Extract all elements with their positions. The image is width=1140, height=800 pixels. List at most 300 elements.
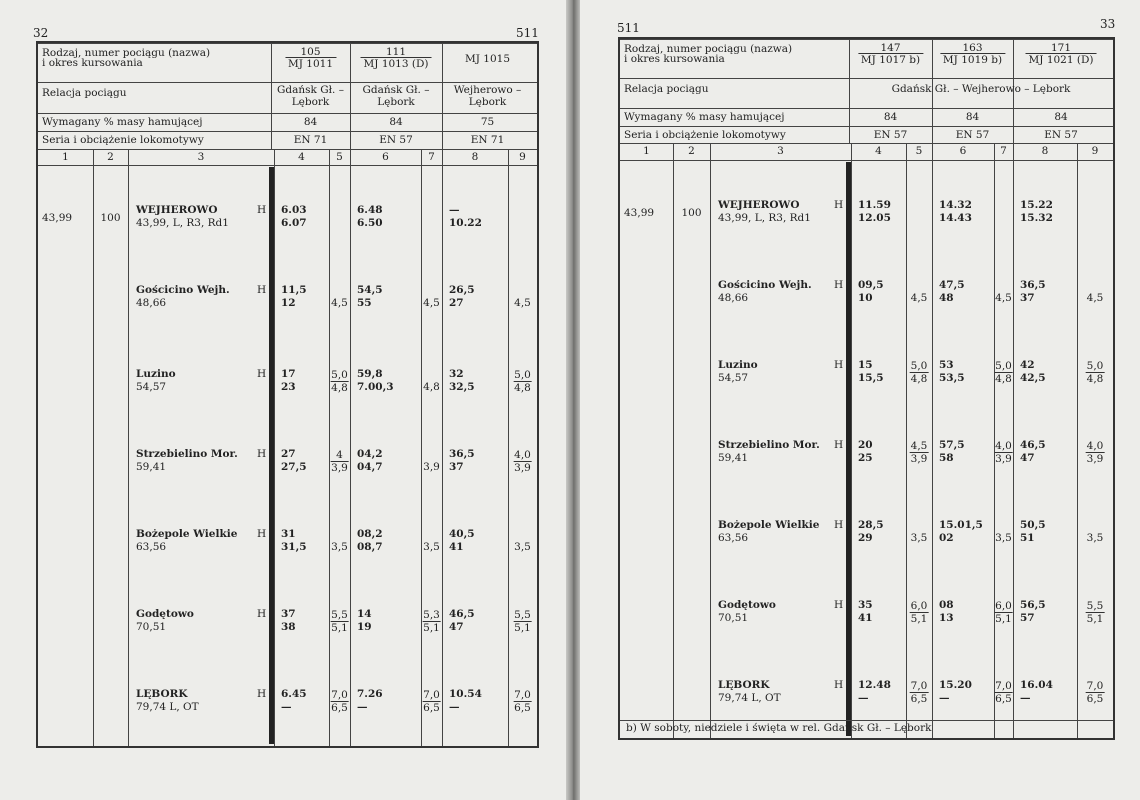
column-line — [350, 43, 351, 149]
run-time-fraction — [330, 449, 349, 474]
column-number: 9 — [1091, 145, 1099, 157]
run-time: 4,5 — [514, 297, 531, 309]
column-number: 1 — [643, 145, 650, 157]
departure-time: 37 — [449, 461, 464, 473]
column-number: 9 — [519, 151, 526, 163]
arrival-time: 14 — [357, 608, 372, 620]
train-relation-from: Wejherowo – — [453, 84, 522, 96]
rule-line — [620, 78, 1113, 79]
train-name: MJ 1011 — [285, 57, 336, 70]
run-time-nominal: 6,0 — [910, 600, 928, 612]
rule-line — [38, 165, 537, 166]
arrival-time: 35 — [858, 599, 873, 611]
run-time-fraction — [994, 440, 1013, 465]
arrival-time: 6.45 — [281, 688, 307, 700]
departure-time: 08,7 — [357, 541, 383, 553]
arrival-time: 6.03 — [281, 204, 307, 216]
departure-time: — — [449, 701, 460, 713]
left-page — [0, 0, 566, 800]
run-time-fraction — [330, 369, 349, 394]
station-detail: 43,99, L, R3, Rd1 — [136, 217, 229, 229]
run-time-reduced: 4,8 — [514, 382, 531, 394]
station-name: Strzebielino Mor. — [718, 439, 820, 451]
arrival-time: 37 — [281, 608, 296, 620]
column-line — [271, 43, 272, 149]
departure-time: 6.50 — [357, 217, 383, 229]
run-time-fraction — [513, 449, 532, 474]
column-line — [851, 143, 852, 738]
train-name: MJ 1021 (D) — [1026, 53, 1097, 66]
column-number: 8 — [471, 151, 479, 163]
run-time-fraction — [1086, 360, 1105, 385]
departure-time: 58 — [939, 452, 954, 464]
column-number: 1 — [62, 151, 69, 163]
arrival-time: 10.54 — [449, 688, 482, 700]
station-name: LĘBORK — [718, 679, 770, 691]
braking-percent: 84 — [1054, 111, 1068, 123]
run-time-reduced: 4,8 — [910, 373, 928, 385]
departure-time: — — [939, 692, 950, 704]
run-time-fraction — [994, 360, 1013, 385]
arrival-time: 11,5 — [281, 284, 307, 296]
arrival-time: 12.48 — [858, 679, 891, 691]
station-km: 43,99 — [42, 212, 73, 224]
run-time: 4,8 — [423, 381, 440, 393]
run-time-fraction — [910, 440, 929, 465]
rule-line — [38, 113, 537, 114]
run-time: 4,5 — [995, 292, 1012, 304]
run-time-nominal: 5,3 — [423, 609, 440, 621]
train-number: 105 — [300, 46, 321, 58]
arrival-time: 46,5 — [449, 608, 475, 620]
arrival-time: 36,5 — [1020, 279, 1046, 291]
header-label-loco: Seria i obciążenie lokomotywy — [624, 129, 786, 141]
locomotive-series: EN 57 — [873, 129, 908, 141]
departure-time: 48 — [939, 292, 954, 304]
rule-line — [620, 108, 1113, 109]
run-time-reduced: 5,1 — [331, 622, 348, 634]
speed-limit: 100 — [100, 212, 121, 224]
run-time-fraction — [910, 680, 929, 705]
run-time-reduced: 6,5 — [514, 702, 531, 714]
header-label-period: i okres kursowania — [624, 53, 725, 65]
station-detail: 79,74 L, OT — [718, 692, 781, 704]
arrival-time: 26,5 — [449, 284, 475, 296]
train-name: MJ 1013 (D) — [361, 57, 432, 70]
braking-percent: 84 — [883, 111, 898, 123]
arrival-time: 15.22 — [1020, 199, 1053, 211]
train-relation-from: Gdańsk Gł. – — [362, 84, 430, 96]
run-time-fraction — [513, 369, 532, 394]
departure-time: 15.32 — [1020, 212, 1053, 224]
run-time-fraction — [1086, 600, 1105, 625]
departure-time: — — [1020, 692, 1031, 704]
run-time-nominal: 5,0 — [995, 360, 1012, 372]
departure-time: 37 — [1020, 292, 1035, 304]
run-time-nominal: 5,0 — [514, 369, 531, 381]
arrival-time: 7.26 — [357, 688, 383, 700]
departure-time: 38 — [281, 621, 296, 633]
arrival-time: 15.01,5 — [939, 519, 983, 531]
rule-line — [620, 39, 1113, 40]
station-stop-mark: H — [834, 359, 844, 371]
departure-time: 57 — [1020, 612, 1035, 624]
arrival-time: 20 — [858, 439, 873, 451]
run-time-reduced: 4,8 — [331, 382, 348, 394]
run-time-reduced: 4,8 — [995, 373, 1012, 385]
run-time: 4,5 — [331, 297, 348, 309]
departure-time: 42,5 — [1020, 372, 1046, 384]
column-line — [274, 149, 275, 746]
station-detail: 59,41 — [136, 461, 167, 473]
run-time-reduced: 5,1 — [514, 622, 531, 634]
run-time-fraction — [1086, 440, 1105, 465]
braking-percent: 84 — [965, 111, 980, 123]
run-time-fraction — [513, 609, 532, 634]
column-line — [932, 143, 933, 738]
run-time: 3,5 — [331, 541, 348, 553]
run-time-reduced: 6,5 — [1086, 693, 1104, 705]
arrival-time: 14.32 — [939, 199, 972, 211]
arrival-time: 53 — [939, 359, 954, 371]
station-stop-mark: H — [257, 368, 267, 380]
arrival-time: 04,2 — [357, 448, 383, 460]
column-line — [710, 143, 711, 738]
run-time-nominal: 4,5 — [910, 440, 928, 452]
rule-line — [620, 720, 1113, 721]
section-code: 511 — [617, 21, 640, 35]
run-time-fraction — [330, 689, 349, 714]
locomotive-series: EN 71 — [470, 134, 505, 146]
run-time: 3,9 — [423, 461, 440, 473]
station-name: Godętowo — [136, 608, 194, 620]
arrival-time: 56,5 — [1020, 599, 1046, 611]
column-line — [673, 143, 674, 738]
braking-percent: 84 — [303, 116, 318, 128]
station-detail: 79,74 L, OT — [136, 701, 199, 713]
station-stop-mark: H — [257, 608, 267, 620]
departure-time: 10.22 — [449, 217, 482, 229]
run-time-reduced: 6,5 — [995, 693, 1012, 705]
section-code: 511 — [516, 26, 539, 40]
run-time-reduced: 6,5 — [423, 702, 440, 714]
run-time-nominal: 7,0 — [995, 680, 1012, 692]
train-name: MJ 1015 — [464, 53, 511, 65]
train-number: 147 — [880, 42, 901, 54]
locomotive-series: EN 71 — [293, 134, 328, 146]
station-stop-mark: H — [834, 679, 844, 691]
timetable-right — [618, 37, 1115, 740]
run-time: 3,5 — [1086, 532, 1104, 544]
column-number: 6 — [382, 151, 389, 163]
rule-line — [38, 43, 537, 44]
run-time-nominal: 4,0 — [1086, 440, 1104, 452]
column-line — [128, 149, 129, 746]
run-time-nominal: 5,0 — [1086, 360, 1104, 372]
column-line — [1013, 143, 1014, 738]
rule-line — [38, 82, 537, 83]
station-name: Strzebielino Mor. — [136, 448, 238, 460]
arrival-time: 6.48 — [357, 204, 383, 216]
arrival-time: 08,2 — [357, 528, 383, 540]
station-name: LĘBORK — [136, 688, 188, 700]
column-number: 7 — [428, 151, 435, 163]
column-line — [849, 39, 850, 143]
train-number: 171 — [1050, 42, 1072, 54]
run-time-nominal: 7,0 — [514, 689, 531, 701]
train-relation: Gdańsk Gł. – Wejherowo – Lębork — [891, 83, 1071, 95]
column-number: 8 — [1041, 145, 1049, 157]
arrival-time: 36,5 — [449, 448, 475, 460]
train-relation-to: Lębork — [468, 96, 507, 108]
run-time-reduced: 3,9 — [995, 453, 1012, 465]
rule-line — [620, 143, 1113, 144]
run-time: 3,5 — [514, 541, 531, 553]
column-number: 5 — [915, 145, 923, 157]
arrival-time: 40,5 — [449, 528, 475, 540]
departure-time: 25 — [858, 452, 873, 464]
train-name: MJ 1019 b) — [940, 53, 1005, 66]
column-number: 3 — [197, 151, 205, 163]
run-time-fraction — [994, 600, 1013, 625]
departure-time: 47 — [1020, 452, 1035, 464]
departure-time: 47 — [449, 621, 464, 633]
column-line — [329, 149, 330, 746]
column-line — [442, 43, 443, 149]
arrival-time: 59,8 — [357, 368, 383, 380]
departure-time: 15,5 — [858, 372, 884, 384]
departure-time: 12.05 — [858, 212, 891, 224]
station-name: Godętowo — [718, 599, 776, 611]
station-name: Bożepole Wielkie — [136, 528, 238, 540]
station-detail: 48,66 — [136, 297, 167, 309]
run-time-fraction — [330, 609, 349, 634]
book-spine — [566, 0, 580, 800]
station-stop-mark: H — [257, 688, 267, 700]
departure-time: 10 — [858, 292, 873, 304]
column-number: 7 — [1000, 145, 1007, 157]
station-detail: 48,66 — [718, 292, 749, 304]
header-label-loco: Seria i obciążenie lokomotywy — [42, 134, 204, 146]
column-line — [421, 149, 422, 746]
departure-time: 23 — [281, 381, 296, 393]
page-number: 33 — [1100, 17, 1116, 31]
departure-time: 14.43 — [939, 212, 972, 224]
arrival-time: — — [449, 204, 460, 216]
section-divider — [269, 167, 274, 744]
station-stop-mark: H — [257, 448, 267, 460]
column-number: 4 — [298, 151, 305, 163]
departure-time: 31,5 — [281, 541, 307, 553]
speed-limit: 100 — [681, 207, 702, 219]
arrival-time: 16.04 — [1020, 679, 1053, 691]
rule-line — [38, 149, 537, 150]
run-time-nominal: 5,0 — [910, 360, 928, 372]
run-time: 4,5 — [1086, 292, 1104, 304]
station-stop-mark: H — [257, 284, 267, 296]
braking-percent: 75 — [480, 116, 495, 128]
run-time: 3,5 — [995, 532, 1012, 544]
column-number: 2 — [107, 151, 114, 163]
run-time-fraction — [1086, 680, 1105, 705]
run-time-reduced: 3,9 — [1086, 453, 1104, 465]
arrival-time: 15.20 — [939, 679, 972, 691]
station-name: WEJHEROWO — [136, 204, 218, 216]
train-number: 111 — [385, 46, 407, 58]
station-name: Luzino — [136, 368, 176, 380]
arrival-time: 31 — [281, 528, 296, 540]
station-detail: 54,57 — [718, 372, 749, 384]
header-label-train: Rodzaj, numer pociągu (nazwa) — [42, 47, 211, 59]
station-stop-mark: H — [257, 528, 267, 540]
departure-time: 04,7 — [357, 461, 383, 473]
run-time-nominal: 7,0 — [910, 680, 928, 692]
station-detail: 43,99, L, R3, Rd1 — [718, 212, 811, 224]
station-detail: 63,56 — [718, 532, 749, 544]
train-name: MJ 1017 b) — [858, 53, 923, 66]
column-line — [508, 149, 509, 746]
run-time-fraction — [513, 689, 532, 714]
run-time-reduced: 6,5 — [331, 702, 348, 714]
header-label-braking: Wymagany % masy hamującej — [42, 116, 203, 128]
locomotive-series: EN 57 — [379, 134, 413, 146]
column-number: 4 — [875, 145, 882, 157]
arrival-time: 54,5 — [357, 284, 383, 296]
run-time-reduced: 3,9 — [514, 462, 531, 474]
departure-time: — — [357, 701, 368, 713]
run-time-reduced: 3,9 — [910, 453, 928, 465]
arrival-time: 57,5 — [939, 439, 965, 451]
run-time-nominal: 7,0 — [1086, 680, 1104, 692]
locomotive-series: EN 57 — [955, 129, 990, 141]
column-line — [93, 149, 94, 746]
run-time-nominal: 5,0 — [331, 369, 348, 381]
run-time-nominal: 6,0 — [995, 600, 1012, 612]
arrival-time: 46,5 — [1020, 439, 1046, 451]
run-time-nominal: 4 — [330, 449, 348, 462]
station-name: WEJHEROWO — [718, 199, 800, 211]
timetable-left — [36, 41, 539, 748]
arrival-time: 15 — [858, 359, 873, 371]
departure-time: 41 — [449, 541, 464, 553]
departure-time: 7.00,3 — [357, 381, 394, 393]
header-label-braking: Wymagany % masy hamującej — [624, 111, 785, 123]
train-number: 163 — [962, 42, 983, 54]
run-time-reduced: 5,1 — [995, 613, 1012, 625]
rule-line — [620, 160, 1113, 161]
departure-time: 41 — [858, 612, 873, 624]
column-number: 2 — [688, 145, 695, 157]
run-time: 3,5 — [910, 532, 928, 544]
departure-time: 02 — [939, 532, 954, 544]
column-line — [1077, 143, 1078, 738]
header-label-relation: Relacja pociągu — [42, 87, 127, 99]
column-line — [906, 143, 907, 738]
station-detail: 59,41 — [718, 452, 749, 464]
station-stop-mark: H — [834, 439, 844, 451]
run-time-nominal: 4,0 — [514, 449, 531, 461]
station-stop-mark: H — [834, 519, 844, 531]
run-time-nominal: 5,5 — [331, 609, 348, 621]
arrival-time: 28,5 — [858, 519, 884, 531]
train-relation-from: Gdańsk Gł. – — [277, 84, 344, 96]
column-number: 5 — [336, 151, 343, 163]
run-time: 4,5 — [423, 297, 440, 309]
locomotive-series: EN 57 — [1044, 129, 1078, 141]
station-stop-mark: H — [834, 599, 844, 611]
footnote: b) W soboty, niedziele i święta w rel. Gdańsk Gł. – Lębork — [626, 722, 932, 734]
departure-time: 29 — [858, 532, 873, 544]
arrival-time: 32 — [449, 368, 464, 380]
run-time-reduced: 5,1 — [1086, 613, 1104, 625]
run-time-fraction — [994, 680, 1013, 705]
departure-time: 55 — [357, 297, 372, 309]
arrival-time: 11.59 — [858, 199, 891, 211]
header-label-relation: Relacja pociągu — [624, 83, 709, 95]
departure-time: 27,5 — [281, 461, 307, 473]
run-time-nominal: 5,5 — [1086, 600, 1104, 612]
page-number: 32 — [33, 26, 49, 40]
run-time-nominal: 5,5 — [514, 609, 531, 621]
run-time-reduced: 4,8 — [1086, 373, 1104, 385]
column-number: 6 — [959, 145, 967, 157]
run-time-nominal: 7,0 — [331, 689, 348, 701]
braking-percent: 84 — [389, 116, 403, 128]
run-time-nominal: 7,0 — [423, 689, 440, 701]
run-time-fraction — [910, 600, 929, 625]
train-relation-to: Lębork — [377, 96, 415, 108]
section-divider — [846, 162, 851, 736]
run-time-fraction — [422, 689, 441, 714]
departure-time: 13 — [939, 612, 954, 624]
station-stop-mark: H — [834, 279, 844, 291]
departure-time: 19 — [357, 621, 372, 633]
station-detail: 54,57 — [136, 381, 167, 393]
station-detail: 63,56 — [136, 541, 167, 553]
departure-time: 53,5 — [939, 372, 965, 384]
column-line — [442, 149, 443, 746]
departure-time: 12 — [281, 297, 296, 309]
arrival-time: 50,5 — [1020, 519, 1046, 531]
header-label-period: i okres kursowania — [42, 57, 143, 69]
arrival-time: 09,5 — [858, 279, 884, 291]
arrival-time: 42 — [1020, 359, 1035, 371]
station-name: Gościcino Wejh. — [136, 284, 230, 296]
run-time: 4,5 — [910, 292, 928, 304]
header-label-train: Rodzaj, numer pociągu (nazwa) — [624, 43, 793, 55]
train-relation-to: Lębork — [291, 96, 330, 108]
departure-time: 6.07 — [281, 217, 307, 229]
column-number: 3 — [777, 145, 784, 157]
rule-line — [38, 131, 537, 132]
departure-time: — — [858, 692, 869, 704]
station-stop-mark: H — [834, 199, 844, 211]
station-name: Luzino — [718, 359, 758, 371]
run-time-reduced: 5,1 — [910, 613, 928, 625]
station-km: 43,99 — [624, 207, 655, 219]
column-line — [350, 149, 351, 746]
run-time: 3,5 — [423, 541, 440, 553]
arrival-time: 17 — [281, 368, 296, 380]
departure-time: — — [281, 701, 292, 713]
run-time-fraction — [422, 609, 441, 634]
arrival-time: 47,5 — [939, 279, 965, 291]
rule-line — [620, 126, 1113, 127]
station-stop-mark: H — [257, 204, 267, 216]
station-detail: 70,51 — [718, 612, 749, 624]
departure-time: 32,5 — [449, 381, 475, 393]
station-name: Bożepole Wielkie — [718, 519, 820, 531]
